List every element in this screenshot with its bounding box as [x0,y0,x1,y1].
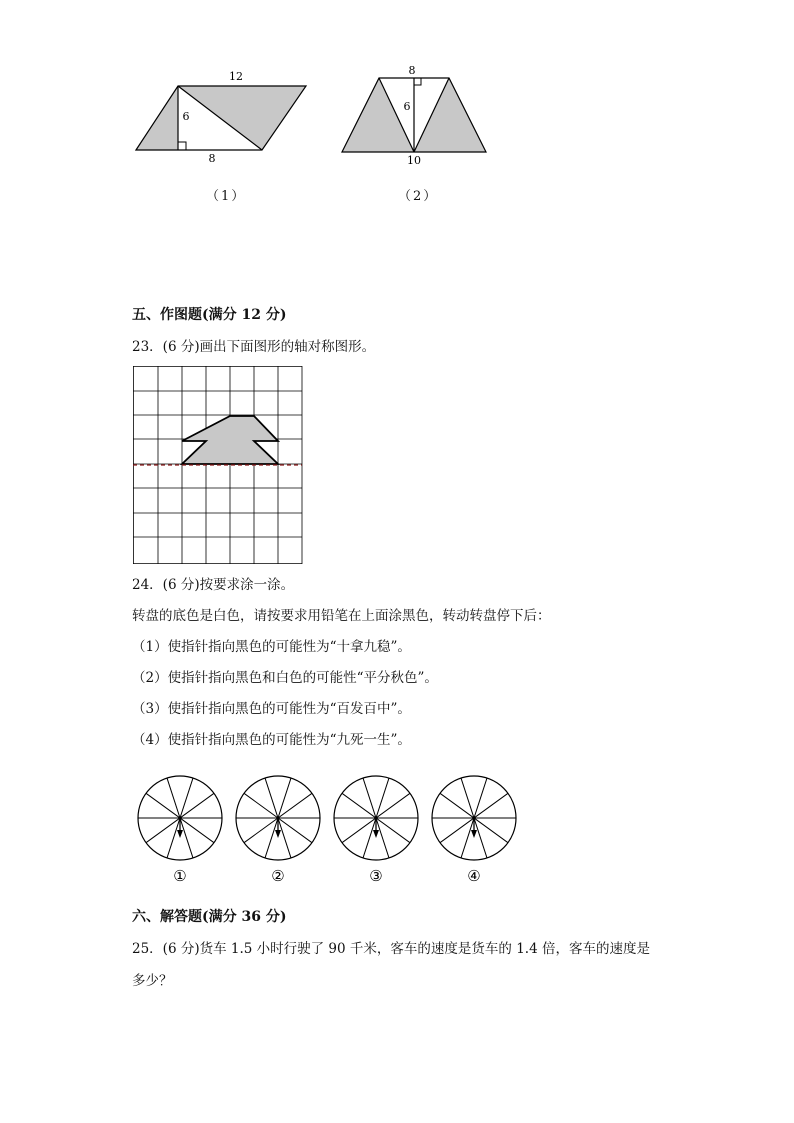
label-height: 6 [182,110,190,123]
figure-2-caption: （2） [398,189,439,204]
label-top: 8 [408,64,416,77]
spinner-1 [135,773,227,883]
section-6-title: 六、解答题(满分 36 分) [132,909,287,925]
symmetry-grid [133,366,305,566]
spinner-4 [429,773,521,883]
label-top: 12 [229,70,243,83]
question-25-line-1: 25．(6 分)货车 1.5 小时行驶了 90 千米，客车的速度是货车的 1.4 倍，客车的速度是 [132,941,650,957]
parallelogram-figure [130,62,320,170]
label-base: 8 [208,152,216,165]
label-base: 10 [407,154,421,167]
question-24-intro: 转盘的底色是白色，请按要求用铅笔在上面涂黑色，转动转盘停下后： [132,608,551,624]
figure-1-caption: （1） [206,189,247,204]
question-24-item-4: （4）使指针指向黑色的可能性为“九死一生”。 [132,732,411,748]
question-24: 24．(6 分)按要求涂一涂。 [132,577,295,593]
spinner-row [135,773,525,883]
section-5-title: 五、作图题(满分 12 分) [132,307,287,323]
spinner-label: ② [271,867,285,883]
shaded-triangle-top [178,86,306,150]
spinner-label: ① [173,867,187,883]
spinner-3 [331,773,423,883]
question-24-item-1: （1）使指针指向黑色的可能性为“十拿九稳”。 [132,639,411,655]
question-25-line-2: 多少？ [132,973,173,989]
right-angle-mark [414,78,421,85]
question-23: 23．(6 分)画出下面图形的轴对称图形。 [132,339,376,355]
shaded-triangle-left [342,78,414,152]
spinner-label: ③ [369,867,383,883]
spinner-2 [233,773,325,883]
shaded-triangle-right [414,78,486,152]
spinner-label: ④ [467,867,481,883]
question-24-item-2: （2）使指针指向黑色和白色的可能性“平分秋色”。 [132,670,438,686]
arrow-shape [182,416,278,464]
label-height: 6 [403,100,411,113]
question-24-item-3: （3）使指针指向黑色的可能性为“百发百中”。 [132,701,411,717]
right-angle-mark [178,142,186,150]
trapezoid-figure [335,62,495,170]
